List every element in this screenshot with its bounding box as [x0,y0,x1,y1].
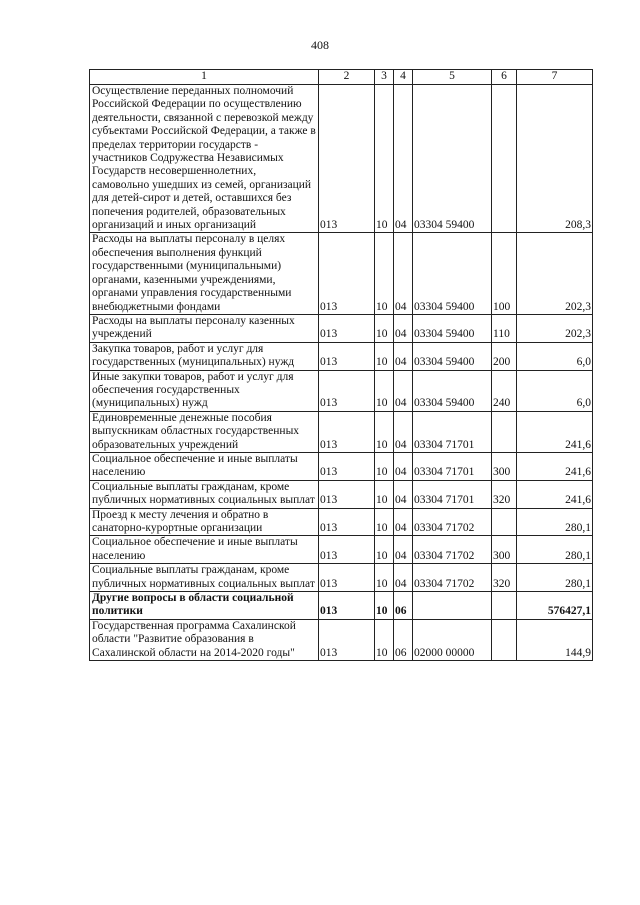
header-cell-name: 1 [90,70,319,85]
cell-expense-type: 100 [492,233,517,314]
cell-name: Закупка товаров, работ и услуг для государственных (муниципальных) нужд [90,342,319,370]
header-cell-amount: 7 [517,70,593,85]
cell-target-code: 03304 59400 [413,342,492,370]
cell-amount: 6,0 [517,370,593,411]
cell-name: Социальное обеспечение и иные выплаты населению [90,536,319,564]
cell-ministry: 013 [319,85,375,233]
cell-expense-type [492,85,517,233]
cell-ministry: 013 [319,411,375,452]
cell-section: 10 [375,342,394,370]
cell-subsection: 04 [394,564,413,592]
cell-name: Иные закупки товаров, работ и услуг для обеспечения государственных (муниципальных) нужд [90,370,319,411]
cell-target-code: 03304 71702 [413,536,492,564]
header-cell-section: 3 [375,70,394,85]
cell-section: 10 [375,536,394,564]
cell-section: 10 [375,619,394,660]
cell-amount: 576427,1 [517,592,593,620]
cell-amount: 280,1 [517,508,593,536]
cell-expense-type: 200 [492,342,517,370]
cell-target-code: 03304 71701 [413,480,492,508]
cell-name: Расходы на выплаты персоналу в целях обеспечения выполнения функций государственными (муниципальными) органами, казенными учреждениями, органами управления государственными внебюджетными фондами [90,233,319,314]
cell-expense-type: 240 [492,370,517,411]
table-row [90,233,593,314]
cell-ministry: 013 [319,233,375,314]
cell-subsection: 06 [394,592,413,620]
cell-name: Проезд к месту лечения и обратно в санаторно-курортные организации [90,508,319,536]
cell-ministry: 013 [319,342,375,370]
cell-expense-type: 300 [492,452,517,480]
cell-name: Единовременные денежные пособия выпускникам областных государственных образовательных учреждений [90,411,319,452]
table-row [90,314,593,342]
cell-section: 10 [375,233,394,314]
cell-section: 10 [375,314,394,342]
cell-ministry: 013 [319,564,375,592]
cell-subsection: 04 [394,536,413,564]
cell-amount: 144,9 [517,619,593,660]
header-cell-subsection: 4 [394,70,413,85]
budget-table [89,69,593,661]
cell-section: 10 [375,370,394,411]
cell-target-code: 03304 71702 [413,508,492,536]
cell-subsection: 04 [394,480,413,508]
cell-section: 10 [375,508,394,536]
header-cell-ministry: 2 [319,70,375,85]
cell-subsection: 04 [394,233,413,314]
cell-amount: 241,6 [517,411,593,452]
cell-name: Социальные выплаты гражданам, кроме публичных нормативных социальных выплат [90,480,319,508]
table-header-row [90,70,593,85]
cell-name: Расходы на выплаты персоналу казенных учреждений [90,314,319,342]
cell-ministry: 013 [319,508,375,536]
cell-ministry: 013 [319,314,375,342]
cell-section: 10 [375,480,394,508]
cell-expense-type [492,508,517,536]
header-cell-expense-type: 6 [492,70,517,85]
cell-amount: 241,6 [517,452,593,480]
cell-ministry: 013 [319,619,375,660]
cell-ministry: 013 [319,536,375,564]
cell-target-code: 03304 59400 [413,370,492,411]
cell-amount: 208,3 [517,85,593,233]
cell-subsection: 04 [394,85,413,233]
table-row [90,564,593,592]
cell-ministry: 013 [319,480,375,508]
cell-amount: 241,6 [517,480,593,508]
cell-amount: 6,0 [517,342,593,370]
table-row [90,480,593,508]
cell-target-code: 03304 59400 [413,314,492,342]
cell-section: 10 [375,564,394,592]
cell-name: Государственная программа Сахалинской области "Развитие образования в Сахалинской области на 2014-2020 годы" [90,619,319,660]
cell-expense-type [492,619,517,660]
cell-subsection: 04 [394,314,413,342]
cell-target-code: 02000 00000 [413,619,492,660]
cell-expense-type: 320 [492,480,517,508]
cell-target-code: 03304 71701 [413,452,492,480]
cell-amount: 280,1 [517,564,593,592]
cell-amount: 280,1 [517,536,593,564]
cell-name: Социальные выплаты гражданам, кроме публичных нормативных социальных выплат [90,564,319,592]
cell-expense-type: 320 [492,564,517,592]
header-cell-target: 5 [413,70,492,85]
cell-subsection: 04 [394,411,413,452]
table-row [90,370,593,411]
cell-expense-type: 300 [492,536,517,564]
cell-expense-type [492,411,517,452]
cell-target-code [413,592,492,620]
table-row [90,342,593,370]
cell-section: 10 [375,592,394,620]
cell-section: 10 [375,85,394,233]
cell-name: Социальное обеспечение и иные выплаты населению [90,452,319,480]
cell-name: Другие вопросы в области социальной политики [90,592,319,620]
cell-section: 10 [375,411,394,452]
cell-target-code: 03304 59400 [413,233,492,314]
cell-name: Осуществление переданных полномочий Российской Федерации по осуществлению деятельности, связанной с перевозкой между субъектами Российской Федерации, а также в пределах территории государств - участников Содружества Независимых Государств несовершеннолетних, самовольно ушедших из семей, организаций для детей-сирот и детей, оставшихся без попечения родителей, образовательных организаций и иных организаций [90,85,319,233]
cell-amount: 202,3 [517,233,593,314]
cell-target-code: 03304 71701 [413,411,492,452]
cell-ministry: 013 [319,370,375,411]
cell-expense-type [492,592,517,620]
cell-subsection: 04 [394,342,413,370]
cell-amount: 202,3 [517,314,593,342]
table-row [90,619,593,660]
table-row [90,411,593,452]
table-row [90,592,593,620]
cell-ministry: 013 [319,592,375,620]
cell-ministry: 013 [319,452,375,480]
table-row [90,452,593,480]
page-number: 408 [311,38,329,52]
cell-expense-type: 110 [492,314,517,342]
table-row [90,536,593,564]
cell-subsection: 06 [394,619,413,660]
cell-target-code: 03304 71702 [413,564,492,592]
cell-section: 10 [375,452,394,480]
table-row [90,85,593,233]
cell-subsection: 04 [394,508,413,536]
table-row [90,508,593,536]
cell-subsection: 04 [394,452,413,480]
cell-subsection: 04 [394,370,413,411]
cell-target-code: 03304 59400 [413,85,492,233]
